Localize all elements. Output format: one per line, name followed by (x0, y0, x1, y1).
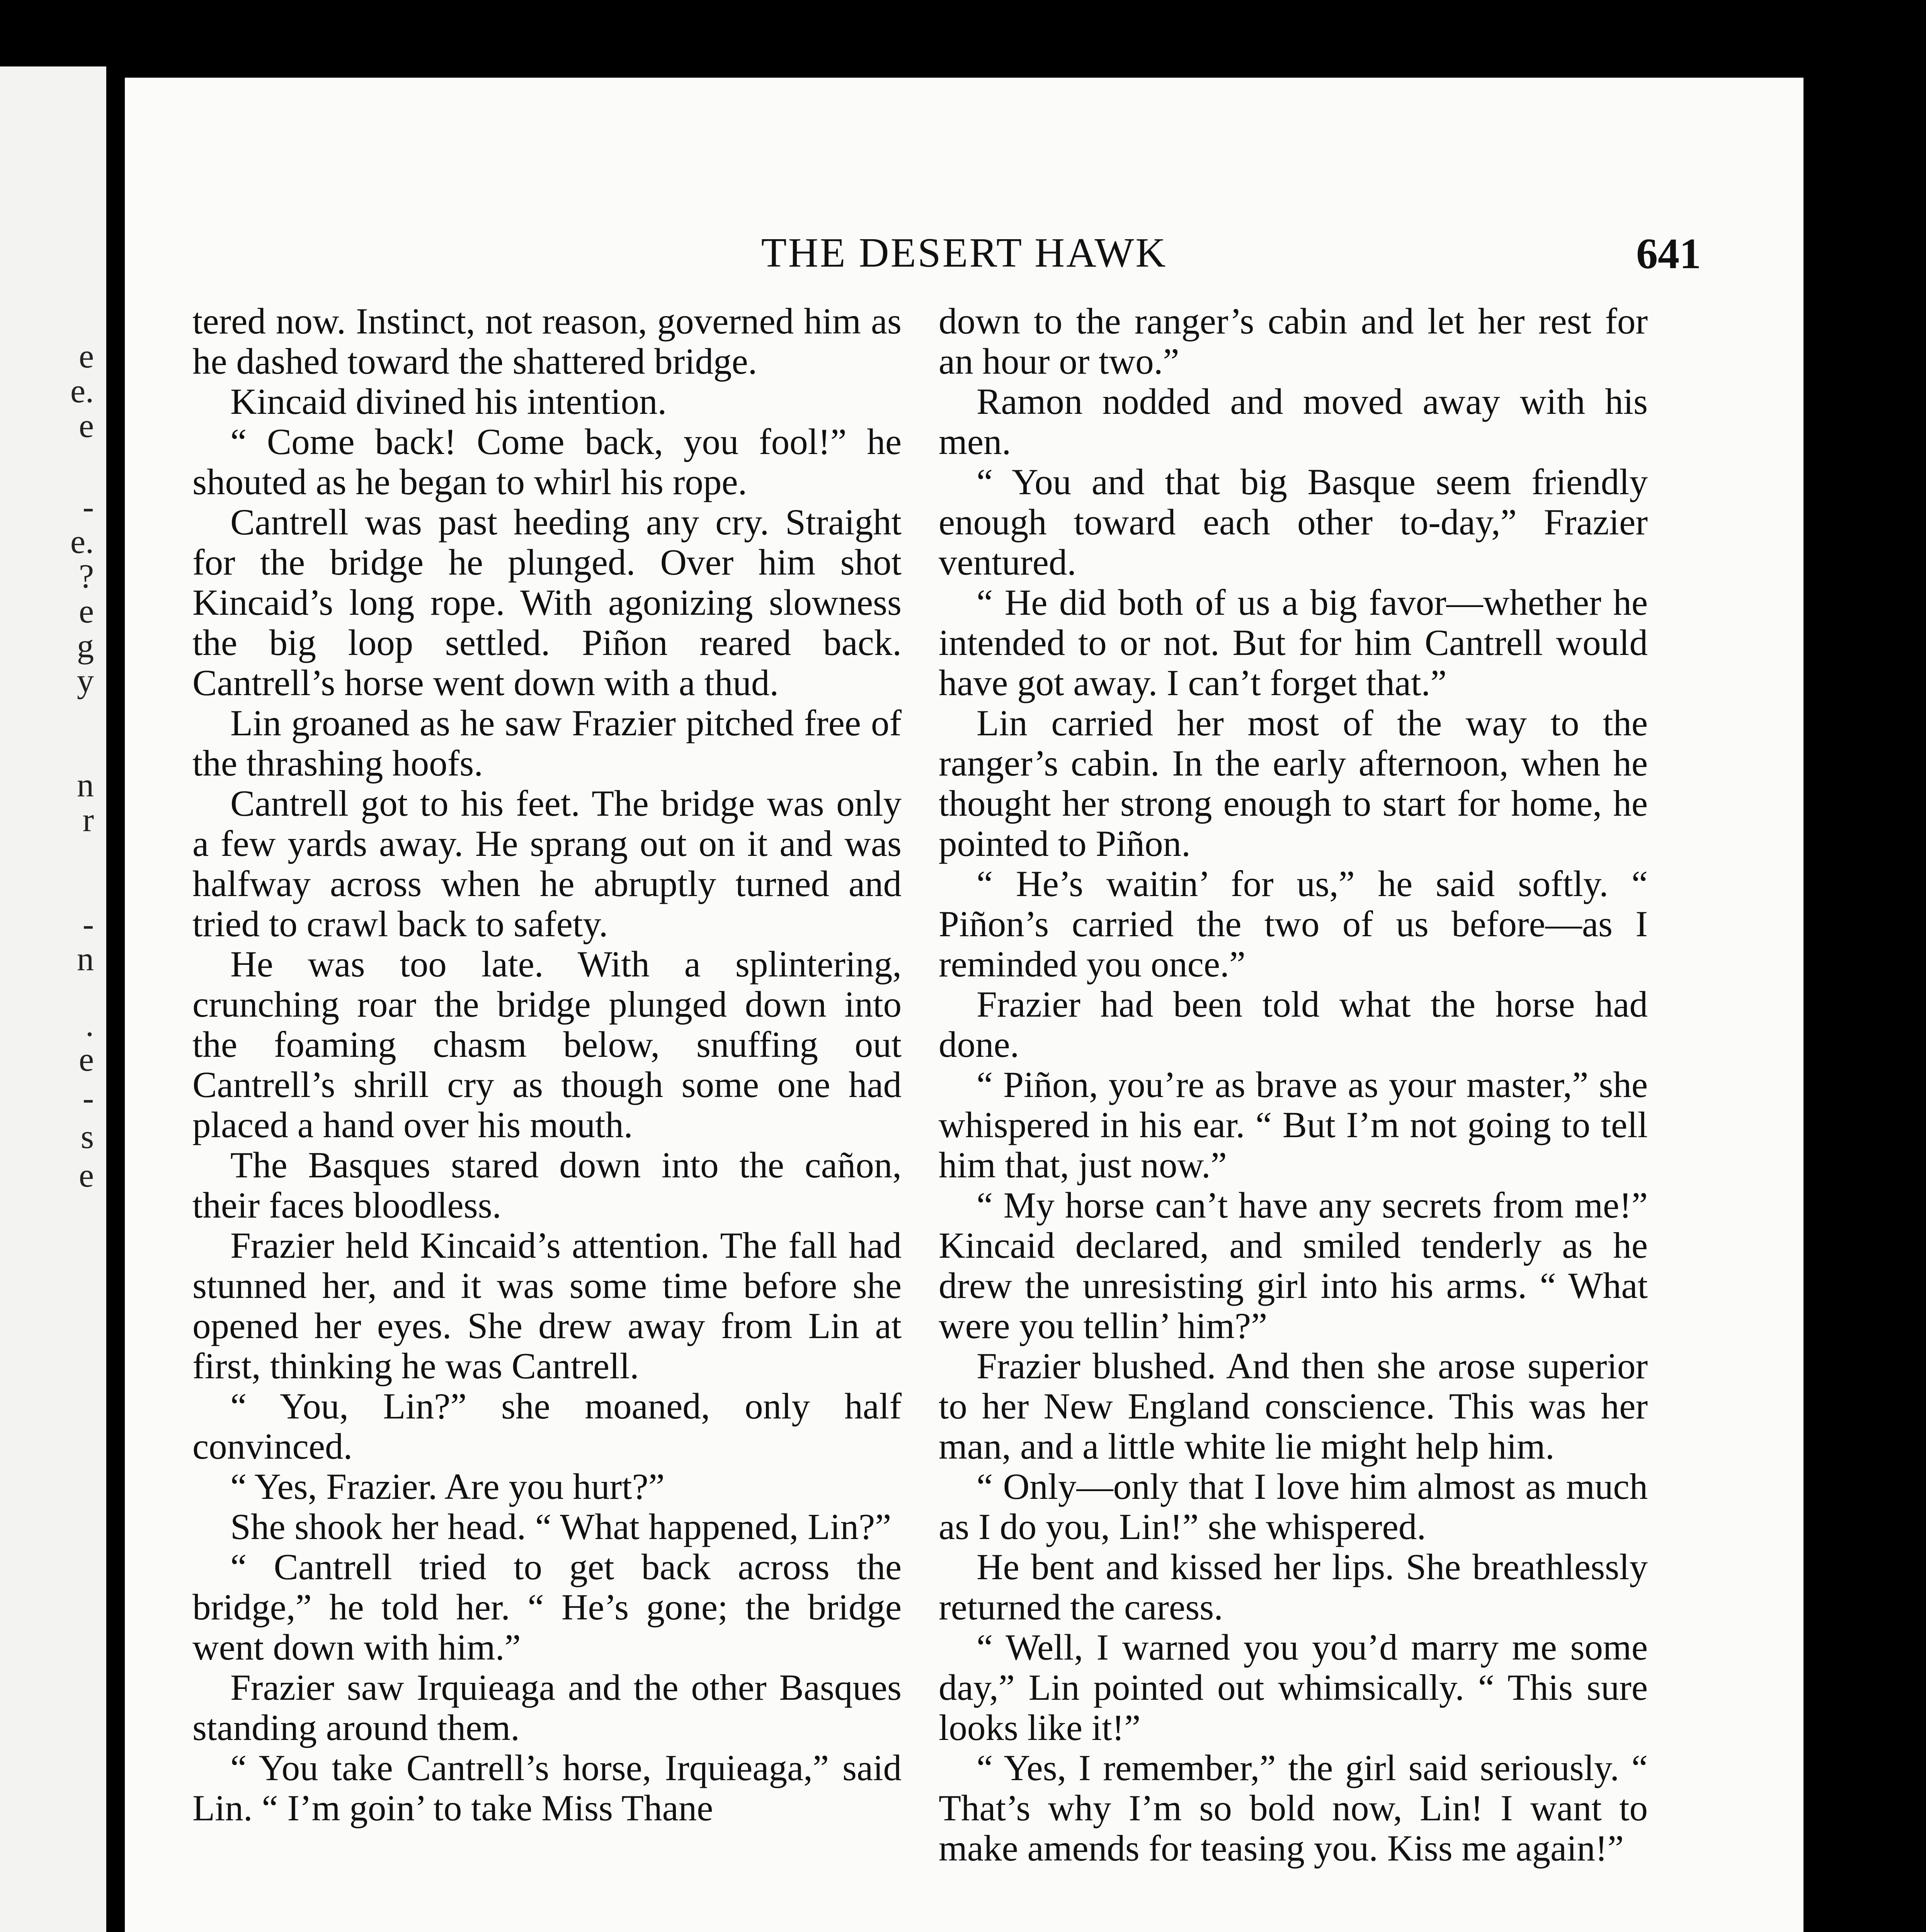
story-paragraph: “ Only—only that I love him almost as much as I do you, Lin!” she whispered. (939, 1466, 1648, 1547)
facing-page-fragment: e. (70, 372, 94, 410)
story-paragraph: Kincaid divined his intention. (230, 381, 667, 422)
facing-page-edge (0, 66, 106, 1932)
story-paragraph: Ramon nodded and moved away with his men. (939, 381, 1648, 462)
facing-page-fragment: s (80, 1118, 94, 1156)
story-paragraph: “ Well, I warned you you’d marry me some day,” Lin pointed out whimsically. “ This sure looks like it!” (939, 1627, 1648, 1748)
page-number: 641 (1636, 230, 1701, 278)
facing-page-fragment: - (82, 906, 94, 943)
facing-page-fragment: y (77, 662, 94, 700)
running-head-title: THE DESERT HAWK (761, 230, 1167, 276)
story-paragraph: “ Yes, Frazier. Are you hurt?” (230, 1466, 665, 1507)
facing-page-fragment: e (78, 1157, 94, 1194)
facing-page-fragment: n (77, 767, 94, 804)
story-paragraph: Lin groaned as he saw Frazier pitched free of the thrashing hoofs. (192, 702, 902, 784)
facing-page-fragment: - (82, 1080, 94, 1117)
story-paragraph: tered now. Instinct, not reason, governed him as he dashed toward the shattered bridge. (192, 301, 902, 382)
story-paragraph: “ Yes, I remember,” the girl said seriously. “ That’s why I’m so bold now, Lin! I want to make amends for teasing you. Kiss me again!” (939, 1747, 1648, 1869)
story-paragraph: “ My horse can’t have any secrets from me!” Kincaid declared, and smiled tenderly as he drew the unresisting girl into his arms. “ What were you tellin’ him?” (939, 1185, 1648, 1346)
story-paragraph: She shook her head. “ What happened, Lin?” (230, 1506, 892, 1547)
story-paragraph: He was too late. With a splintering, crunching roar the bridge plunged down into the foaming chasm below, snuffing out Cantrell’s shrill cry as though some one had placed a hand over his mouth. (192, 944, 902, 1145)
story-paragraph: “ Come back! Come back, you fool!” he shouted as he began to whirl his rope. (192, 421, 902, 502)
facing-page-fragment: e (78, 1041, 94, 1078)
story-paragraph: He bent and kissed her lips. She breathlessly returned the caress. (939, 1546, 1648, 1628)
story-paragraph: “ He did both of us a big favor—whether he intended to or not. But for him Cantrell would have got away. I can’t forget that.” (939, 582, 1648, 703)
story-paragraph: “ You, Lin?” she moaned, only half convinced. (192, 1386, 902, 1467)
facing-page-fragment: n (77, 940, 94, 978)
story-paragraph: Frazier had been told what the horse had done. (939, 984, 1648, 1065)
story-paragraph: Lin carried her most of the way to the ranger’s cabin. In the early afternoon, when he thought her strong enough to start for home, he pointed to Piñon. (939, 702, 1648, 864)
facing-page-fragment: g (77, 628, 94, 665)
facing-page-fragment: ? (78, 558, 94, 595)
story-paragraph: “ Cantrell tried to get back across the bridge,” he told her. “ He’s gone; the bridge went down with him.” (192, 1546, 902, 1668)
story-paragraph: The Basques stared down into the cañon, their faces bloodless. (192, 1145, 902, 1226)
story-left-column (192, 301, 902, 1828)
story-paragraph: down to the ranger’s cabin and let her rest for an hour or two.” (939, 301, 1648, 382)
facing-page-fragment: e (78, 593, 94, 630)
facing-page-fragment: - (82, 488, 94, 526)
story-paragraph: Frazier held Kincaid’s attention. The fall had stunned her, and it was some time before she opened her eyes. She drew away from Lin at first, thinking he was Cantrell. (192, 1225, 902, 1386)
story-paragraph: Frazier saw Irquieaga and the other Basques standing around them. (192, 1667, 902, 1748)
story-paragraph: Frazier blushed. And then she arose superior to her New England conscience. This was her man, and a little white lie might help him. (939, 1345, 1648, 1467)
story-paragraph: “ He’s waitin’ for us,” he said softly. “ Piñon’s carried the two of us before—as I reminded you once.” (939, 863, 1648, 985)
book-page (125, 78, 1803, 1932)
facing-page-fragment: r (82, 801, 94, 839)
facing-page-fragment: e. (70, 523, 94, 561)
facing-page-fragment: e (78, 338, 94, 375)
story-right-column (939, 301, 1648, 1868)
facing-page-fragment: e (78, 407, 94, 445)
story-paragraph: “ Piñon, you’re as brave as your master,” she whispered in his ear. “ But I’m not going to tell him that, just now.” (939, 1064, 1648, 1185)
story-paragraph: Cantrell got to his feet. The bridge was only a few yards away. He sprang out on it and was halfway across when he abruptly turned and tried to crawl back to safety. (192, 783, 902, 944)
facing-page-fragment: . (85, 1006, 94, 1044)
story-paragraph: Cantrell was past heeding any cry. Straight for the bridge he plunged. Over him shot Kincaid’s long rope. With agonizing slowness the big loop settled. Piñon reared back. Cantrell’s horse went down with a thud. (192, 502, 902, 703)
story-paragraph: “ You take Cantrell’s horse, Irquieaga,” said Lin. “ I’m goin’ to take Miss Thane (192, 1747, 902, 1828)
story-paragraph: “ You and that big Basque seem friendly enough toward each other to-day,” Frazier ventured. (939, 461, 1648, 583)
